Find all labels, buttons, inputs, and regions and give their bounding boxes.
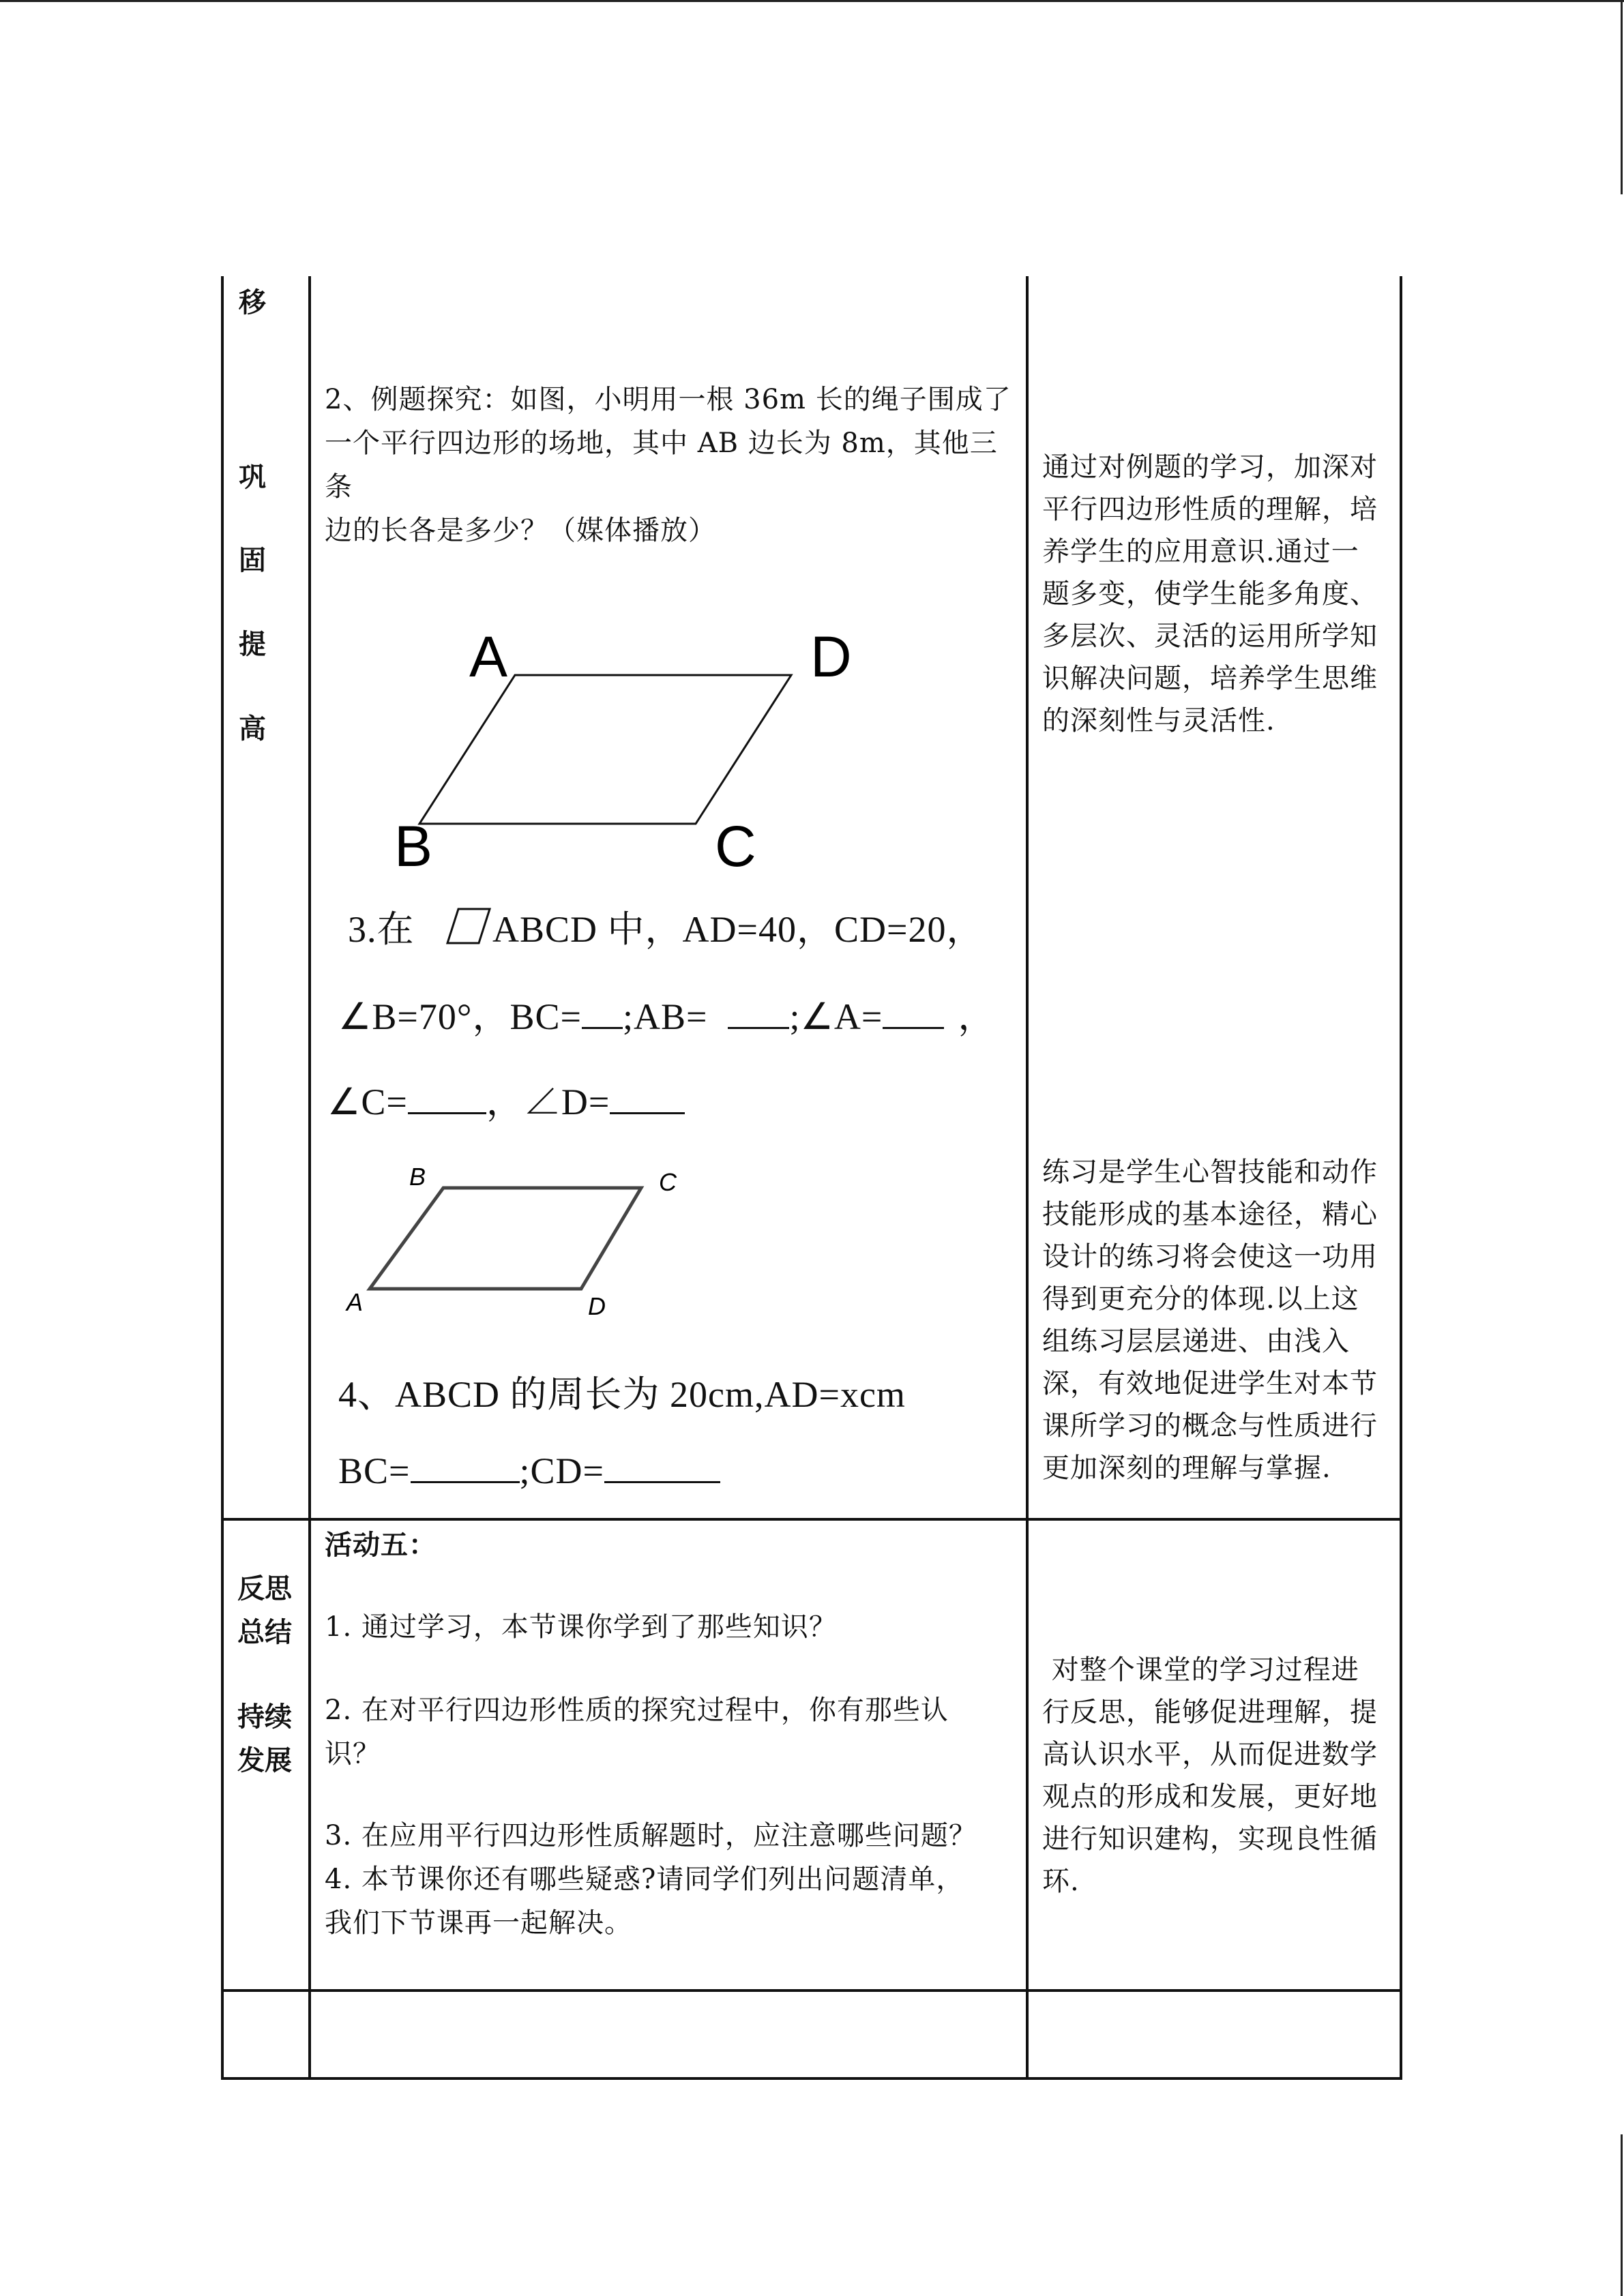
parallelogram-shape-2 [370, 1188, 641, 1289]
table-bottom-border [221, 2077, 1402, 2080]
answer-blank-angle-a[interactable] [883, 997, 944, 1029]
activity-title: 活动五： [325, 1529, 437, 1561]
vertex-label-B: B [394, 814, 433, 878]
example-line: 2、例题探究：如图，小明用一根 36m 长的绳子围成了 [325, 384, 1012, 415]
q3-angle-d-label: ，∠D= [486, 1082, 610, 1122]
table-col-divider-1 [308, 276, 311, 2080]
design-intent-1 [1042, 446, 1390, 742]
table-right-border [1400, 276, 1402, 2080]
answer-blank-bc[interactable] [582, 997, 623, 1029]
intent-line: 通过对例题的学习，加深对 [1042, 451, 1378, 483]
q3-suffix: ABCD 中，AD=40，CD=20， [492, 909, 984, 950]
stage-char-4: 提 [239, 628, 266, 660]
q3-angle-b: ∠B=70°，BC= [338, 996, 582, 1037]
intent-line: 环. [1042, 1866, 1080, 1897]
vertex-label-B2: B [409, 1163, 426, 1191]
q4-bc-label: BC= [338, 1450, 411, 1491]
intent-line: 观点的形成和发展，更好地 [1042, 1781, 1378, 1813]
stage-label-2 [237, 1567, 292, 1783]
q3-comma: ， [958, 996, 996, 1037]
vertex-label-D2: D [588, 1292, 606, 1320]
page-right-border-lower [1621, 2134, 1623, 2296]
reflection-item: 识？ [325, 1738, 381, 1770]
q3-prefix: 3.在 [348, 909, 415, 950]
intent-line: 对整个课堂的学习过程进 [1042, 1654, 1359, 1686]
answer-blank-angle-d[interactable] [610, 1082, 685, 1114]
intent-line: 养学生的应用意识.通过一 [1042, 536, 1359, 567]
vertex-label-D: D [810, 625, 852, 689]
intent-line: 平行四边形性质的理解，培 [1042, 494, 1378, 525]
stage-word: 持续 [237, 1701, 292, 1733]
intent-line: 深，有效地促进学生对本节 [1042, 1368, 1378, 1399]
design-intent-2 [1042, 1151, 1390, 1489]
stage-char-1: 移 [239, 286, 266, 318]
reflection-item: 3. 在应用平行四边形性质解题时，应注意哪些问题？ [325, 1820, 977, 1851]
vertex-label-A: A [469, 625, 508, 689]
intent-line: 设计的练习将会使这一功用 [1042, 1241, 1378, 1272]
example-line: 边的长各是多少？（媒体播放） [325, 515, 716, 546]
stage-word: 发展 [237, 1744, 292, 1776]
intent-line: 进行知识建构，实现良性循 [1042, 1823, 1378, 1855]
intent-line: 行反思，能够促进理解，提 [1042, 1697, 1378, 1728]
table-left-border [221, 276, 224, 2080]
answer-blank-angle-c[interactable] [408, 1082, 486, 1114]
example-problem [325, 378, 1014, 552]
page-top-border [0, 0, 1624, 2]
question-3-line-1 [348, 900, 984, 955]
design-intent-3 [1042, 1649, 1390, 1903]
answer-blank-q4-cd[interactable] [604, 1451, 720, 1483]
page-right-border [1621, 0, 1623, 194]
intent-line: 更加深刻的理解与掌握. [1042, 1452, 1331, 1484]
stage-char-3: 固 [239, 544, 266, 576]
parallelogram-shape-1 [419, 675, 791, 824]
table-col-divider-2 [1026, 276, 1029, 2080]
stage-char-5: 高 [239, 713, 266, 745]
intent-line: 识解决问题，培养学生思维 [1042, 663, 1378, 694]
question-4-line-1: 4、ABCD 的周长为 20cm,AD=xcm [338, 1374, 906, 1415]
stage-word: 总结 [237, 1616, 292, 1648]
stage-word: 反思 [237, 1572, 292, 1605]
intent-line: 练习是学生心智技能和动作 [1042, 1157, 1378, 1188]
question-3-line-2 [338, 987, 995, 1040]
q3-angle-c-label: ∠C= [327, 1082, 408, 1122]
reflection-questions [325, 1605, 1020, 1945]
answer-blank-q4-bc[interactable] [411, 1451, 520, 1483]
table-row-divider-1 [221, 1518, 1402, 1521]
reflection-item: 2. 在对平行四边形性质的探究过程中，你有那些认 [325, 1695, 949, 1726]
intent-line: 多层次、灵活的运用所学知 [1042, 621, 1378, 652]
reflection-item: 1. 通过学习，本节课你学到了那些知识？ [325, 1611, 837, 1643]
parallelogram-figure-2 [334, 1152, 716, 1337]
intent-line: 得到更充分的体现.以上这 [1042, 1283, 1359, 1315]
reflection-item: 我们下节课再一起解决。 [325, 1907, 632, 1939]
intent-line: 高认识水平，从而促进数学 [1042, 1739, 1378, 1770]
stage-char-2: 巩 [239, 461, 266, 493]
vertex-label-A2: A [346, 1288, 364, 1316]
question-3-line-3 [327, 1073, 685, 1125]
question-4-line-2 [338, 1450, 720, 1492]
intent-line: 课所学习的概念与性质进行 [1042, 1410, 1378, 1442]
intent-line: 组练习层层递进、由浅入 [1042, 1326, 1350, 1357]
table-row-divider-2 [221, 1989, 1402, 1992]
q3-angle-a-label: ;∠A= [789, 996, 883, 1037]
intent-line: 的深刻性与灵活性. [1042, 705, 1275, 736]
parallelogram-figure-1 [382, 614, 900, 886]
example-line: 一个平行四边形的场地，其中 AB 边长为 8m，其他三条 [325, 428, 998, 503]
parallelogram-symbol-icon [445, 906, 492, 955]
intent-line: 题多变，使学生能多角度、 [1042, 578, 1378, 610]
q3-ab-label: ;AB= [622, 996, 708, 1037]
intent-line: 技能形成的基本途径，精心 [1042, 1199, 1378, 1230]
answer-blank-ab[interactable] [728, 997, 789, 1029]
reflection-item: 4. 本节课你还有哪些疑惑?请同学们列出问题清单， [325, 1864, 964, 1895]
vertex-label-C2: C [659, 1168, 677, 1196]
q4-cd-label: ;CD= [519, 1450, 604, 1491]
vertex-label-C: C [715, 814, 756, 878]
